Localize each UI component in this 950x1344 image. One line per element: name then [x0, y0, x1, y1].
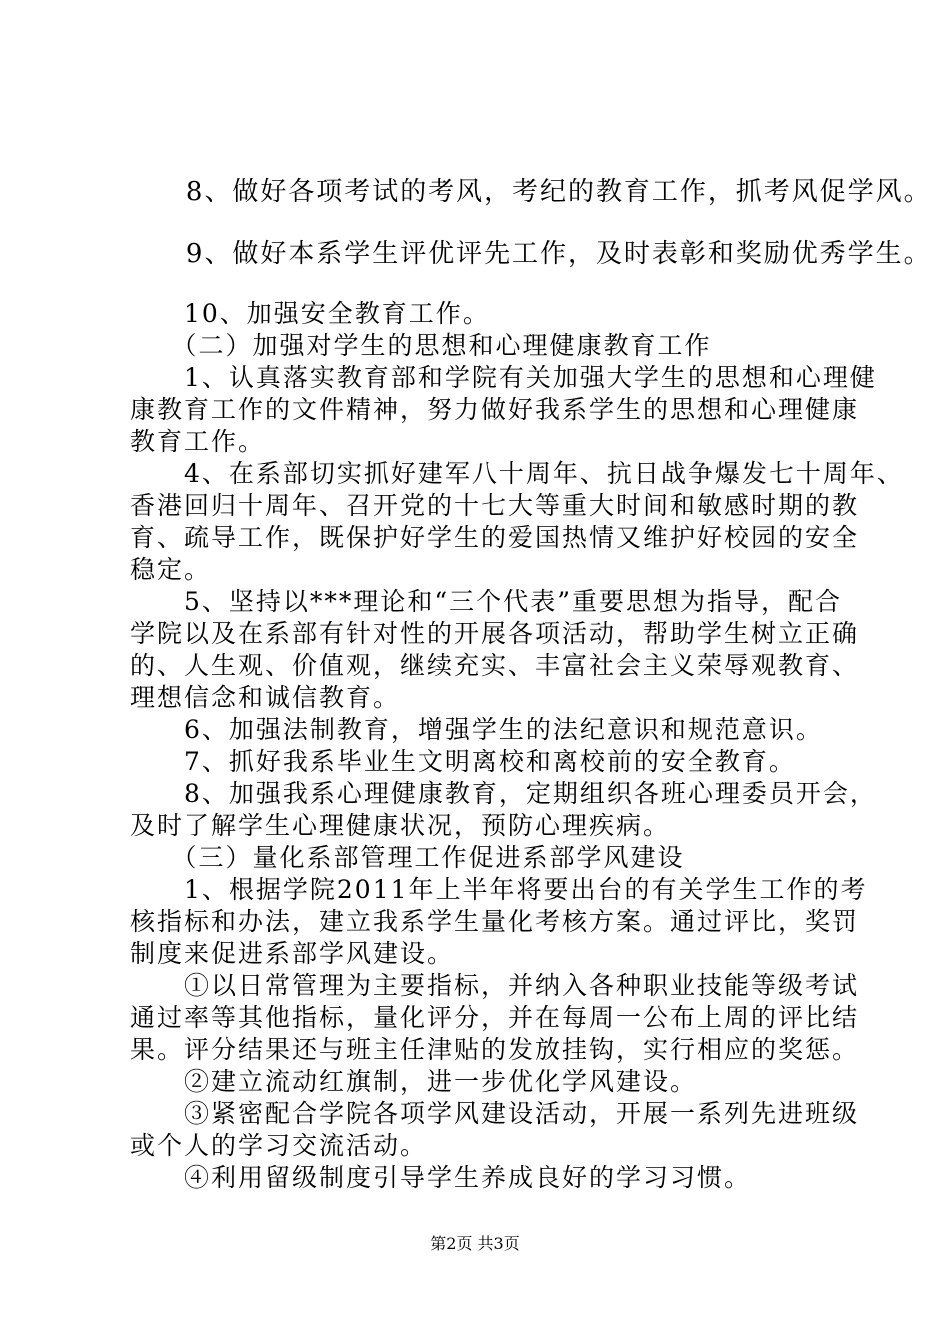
paragraph-line: 康教育工作的文件精神，努力做好我系学生的思想和心理健康 [130, 395, 860, 424]
paragraph-line: 稳定。 [130, 555, 212, 584]
paragraph-line: 核指标和办法，建立我系学生量化考核方案。通过评比，奖罚 [130, 907, 860, 936]
section-heading: （二）加强对学生的思想和心理健康教育工作 [130, 331, 712, 360]
paragraph-line: ④利用留级制度引导学生养成良好的学习习惯。 [130, 1163, 752, 1192]
paragraph-line: 9、做好本系学生评优评先工作，及时表彰和奖励优秀学生。 [130, 239, 932, 269]
paragraph-line: 5、坚持以***理论和“三个代表”重要思想为指导，配合 [130, 587, 842, 616]
paragraph-line: 1、认真落实教育部和学院有关加强大学生的思想和心理健 [130, 363, 877, 392]
paragraph-line: 8、加强我系心理健康教育，定期组织各班心理委员开会， [130, 779, 877, 808]
paragraph-line: 育、疏导工作，既保护好学生的爱国热情又维护好校园的安全 [130, 523, 860, 552]
paragraph-line: 10、加强安全教育工作。 [130, 299, 490, 328]
paragraph-line: 或个人的学习交流活动。 [130, 1131, 428, 1160]
paragraph-line: 6、加强法制教育，增强学生的法纪意识和规范意识。 [130, 715, 823, 744]
paragraph-line: 通过率等其他指标，量化评分，并在每周一公布上周的评比结 [130, 1003, 860, 1032]
paragraph-line: 教育工作。 [130, 427, 266, 456]
paragraph-line: 的、人生观、价值观，继续充实、丰富社会主义荣辱观教育、 [130, 651, 860, 680]
paragraph-line: 理想信念和诚信教育。 [130, 683, 401, 712]
paragraph-line: 8、做好各项考试的考风，考纪的教育工作，抓考风促学风。 [130, 177, 932, 207]
page-footer: 第2页 共3页 [430, 1234, 520, 1253]
paragraph-line: 制度来促进系部学风建设。 [130, 939, 455, 968]
paragraph-line: ③紧密配合学院各项学风建设活动，开展一系列先进班级 [130, 1099, 860, 1128]
paragraph-line: 学院以及在系部有针对性的开展各项活动，帮助学生树立正确 [130, 619, 860, 648]
paragraph-line: 果。评分结果还与班主任津贴的发放挂钩，实行相应的奖惩。 [130, 1035, 860, 1064]
paragraph-line: ①以日常管理为主要指标，并纳入各种职业技能等级考试 [130, 971, 860, 1000]
paragraph-line: 7、抓好我系毕业生文明离校和离校前的安全教育。 [130, 747, 796, 776]
paragraph-line: 香港回归十周年、召开党的十七大等重大时间和敏感时期的教 [130, 491, 860, 520]
paragraph-line: ②建立流动红旗制，进一步优化学风建设。 [130, 1067, 698, 1096]
paragraph-line: 1、根据学院2011年上半年将要出台的有关学生工作的考 [130, 875, 868, 904]
paragraph-line: 及时了解学生心理健康状况，预防心理疾病。 [130, 811, 671, 840]
paragraph-line: 4、在系部切实抓好建军八十周年、抗日战争爆发七十周年、 [130, 459, 904, 488]
section-heading: （三）量化系部管理工作促进系部学风建设 [130, 843, 685, 872]
